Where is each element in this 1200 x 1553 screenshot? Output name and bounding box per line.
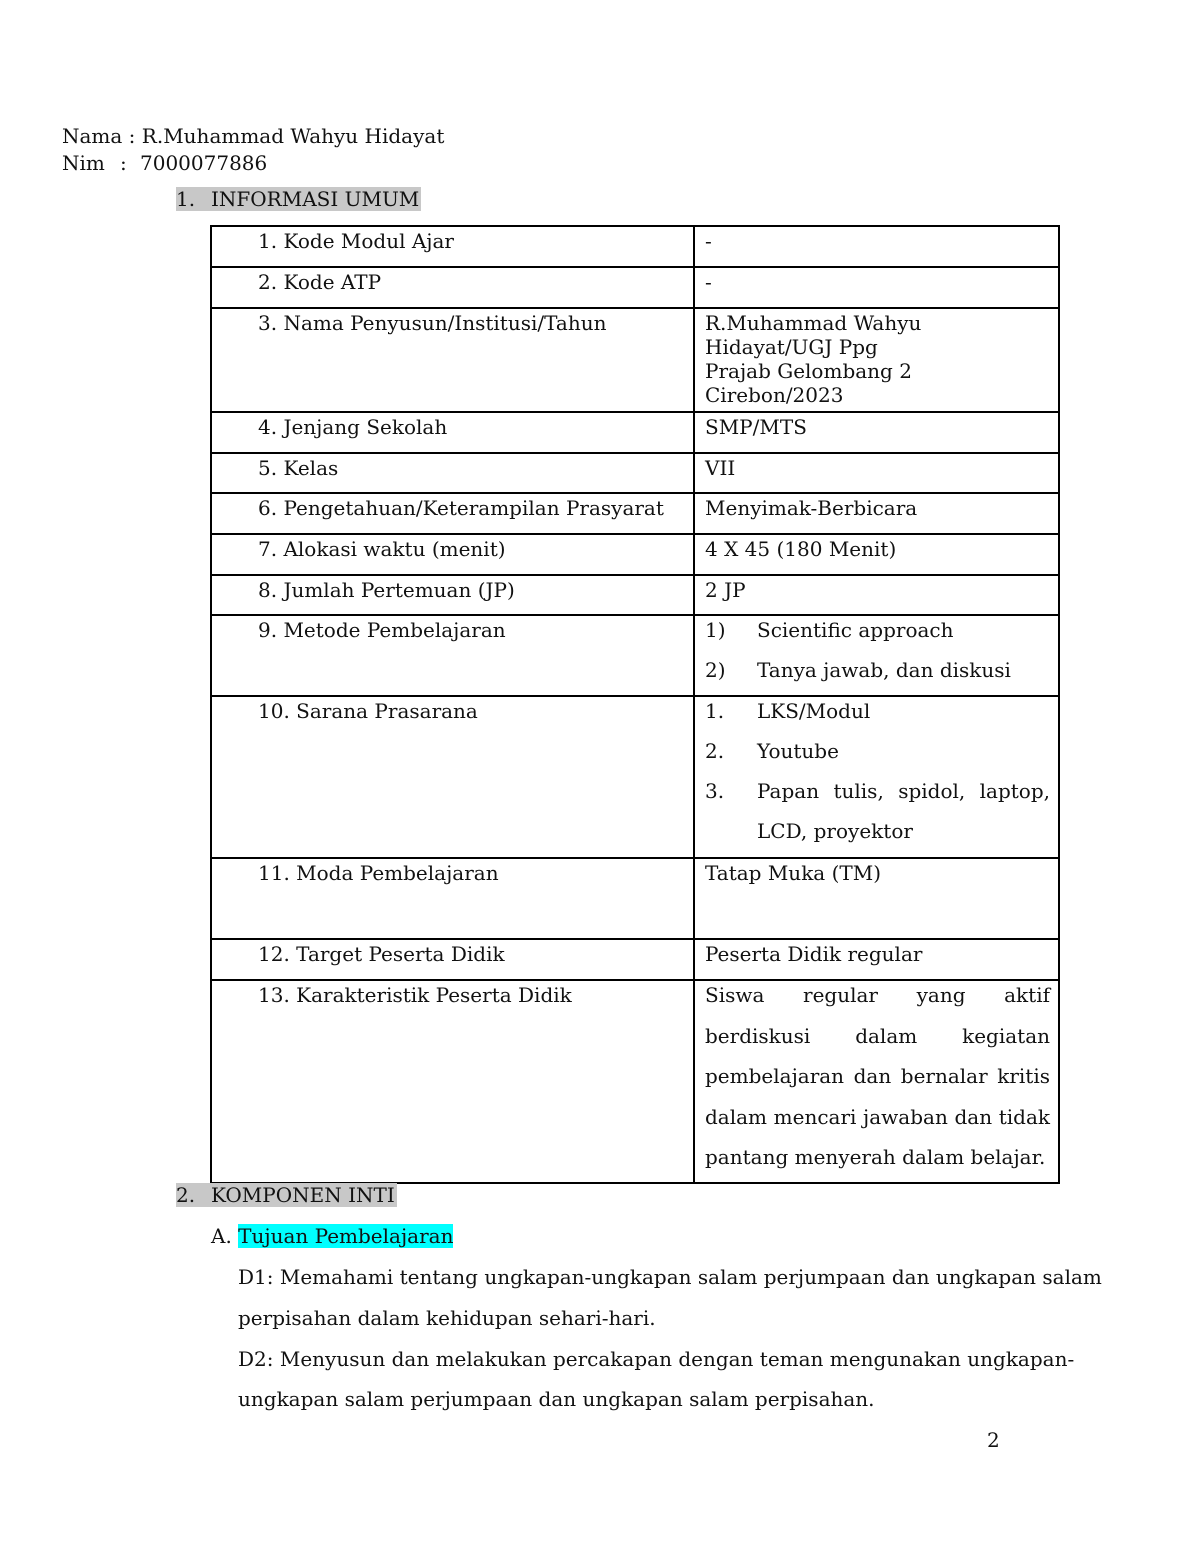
row-value: 2 JP [694,575,1059,615]
row-label: 2. Kode ATP [211,267,694,308]
row-value-line: R.Muhammad Wahyu Hidayat/UGJ Ppg [705,311,922,359]
nama-value: R.Muhammad Wahyu Hidayat [141,124,445,148]
nama-separator: : [128,124,136,148]
row-label: 11. Moda Pembelajaran [211,858,694,939]
section-2-heading [176,1183,397,1207]
row-value: VII [694,453,1059,493]
row-label: 13. Karakteristik Peserta Didik [211,980,694,1183]
nim-label: Nim [62,151,105,175]
nim-line [62,151,267,175]
list-text: Papan tulis, spidol, laptop, LCD, proyektor [757,779,1050,843]
nim-separator: : [120,151,127,175]
list-item [705,658,1050,682]
section-2-title: KOMPONEN INTI [211,1183,395,1207]
table-row [211,534,1059,575]
row-label: 7. Alokasi waktu (menit) [211,534,694,575]
row-value [694,308,1059,412]
page-number: 2 [987,1428,1000,1452]
list-text: Scientific approach [757,618,954,642]
row-value [694,615,1059,696]
row-value: 4 X 45 (180 Menit) [694,534,1059,575]
row-label: 5. Kelas [211,453,694,493]
table-row [211,267,1059,308]
row-value: - [694,267,1059,308]
list-item [705,699,1050,723]
list-number: 2. [705,739,725,763]
section-2-number: 2. [176,1183,196,1207]
karakteristik-text: Siswa regular yang aktif berdiskusi dalam kegiatan pembelajaran dan bernalar kritis dalam mencari jawaban dan tidak pantang menyerah dalam belajar. [705,983,1050,1169]
row-label: 4. Jenjang Sekolah [211,412,694,453]
row-label: 1. Kode Modul Ajar [211,226,694,267]
table-row [211,980,1059,1183]
row-value [694,980,1059,1183]
tujuan-d2-line: D2: Menyusun dan melakukan percakapan dengan teman mengunakan ungkapan- [238,1347,1075,1371]
table-row [211,226,1059,267]
section-1-title: INFORMASI UMUM [211,187,420,211]
row-label: 8. Jumlah Pertemuan (JP) [211,575,694,615]
row-value-line: Prajab Gelombang 2 Cirebon/2023 [705,359,912,407]
tujuan-d1-line: perpisahan dalam kehidupan sehari-hari. [238,1306,656,1330]
nama-line [62,124,444,148]
list-text: LKS/Modul [757,699,871,723]
row-value: Tatap Muka (TM) [694,858,1059,939]
list-number: 1. [705,699,725,723]
table-row [211,308,1059,412]
list-text: Tanya jawab, dan diskusi [757,658,1011,682]
metode-list [705,618,1050,682]
tujuan-d2-line: ungkapan salam perjumpaan dan ungkapan salam perpisahan. [238,1387,875,1411]
sarana-list [705,699,1050,851]
table-row [211,453,1059,493]
row-label: 9. Metode Pembelajaran [211,615,694,696]
nim-value: 7000077886 [140,151,268,175]
table-row [211,696,1059,858]
row-label: 3. Nama Penyusun/Institusi/Tahun [211,308,694,412]
list-item [705,779,1050,851]
table-row [211,493,1059,534]
table-row [211,575,1059,615]
table-row [211,615,1059,696]
table-row [211,939,1059,980]
list-item [705,739,1050,763]
row-value: Peserta Didik regular [694,939,1059,980]
row-label: 12. Target Peserta Didik [211,939,694,980]
row-value: Menyimak-Berbicara [694,493,1059,534]
row-value: SMP/MTS [694,412,1059,453]
subsection-a-heading [211,1224,453,1248]
row-label: 6. Pengetahuan/Keterampilan Prasyarat [211,493,694,534]
row-value: - [694,226,1059,267]
list-text: Youtube [757,739,839,763]
tujuan-d1-line: D1: Memahami tentang ungkapan-ungkapan salam perjumpaan dan ungkapan salam [238,1265,1102,1289]
list-number: 1) [705,618,726,642]
list-item [705,618,1050,642]
section-1-heading [176,187,421,211]
table-row [211,412,1059,453]
row-label: 10. Sarana Prasarana [211,696,694,858]
subsection-a-title: Tujuan Pembelajaran [238,1224,454,1248]
subsection-a-letter: A. [211,1224,232,1248]
table-row [211,858,1059,939]
section-1-number: 1. [176,187,196,211]
list-number: 2) [705,658,726,682]
info-table [210,225,1060,1184]
nama-label: Nama [62,124,123,148]
row-value [694,696,1059,858]
list-number: 3. [705,779,725,803]
